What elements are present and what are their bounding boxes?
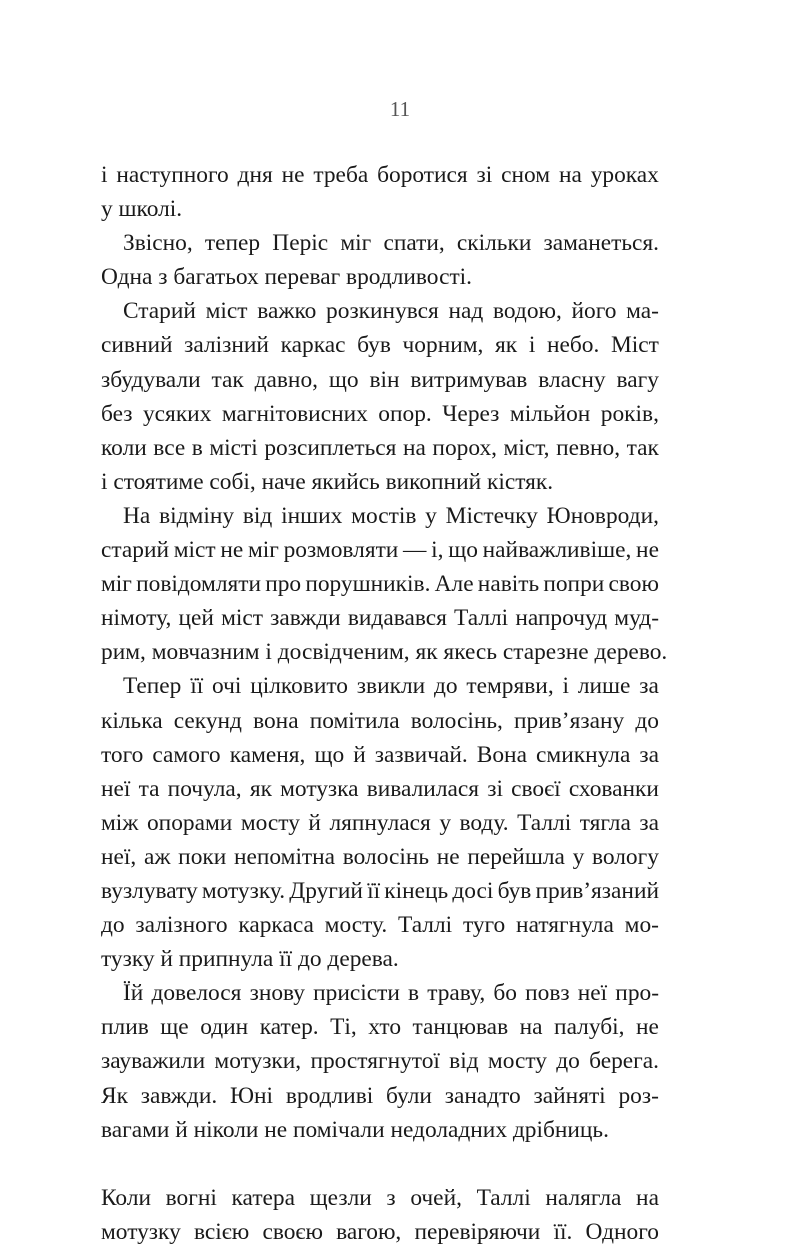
text-line: Звісно, тепер Періс міг спати, скільки заманеться.: [123, 230, 659, 257]
text-line: вузлувату мотузку. Другий її кінець досі був прив’язаний: [101, 877, 659, 904]
text-line: неї, аж поки непомітна волосінь не перейшла у вологу: [101, 843, 659, 870]
text-line: без усяких магнітовисних опор. Через мільйон років,: [101, 400, 659, 427]
text-line: Тепер її очі цілковито звикли до темряви, і лише за: [123, 673, 659, 700]
text-line: вагами й ніколи не помічали недоладних дрібниць.: [101, 1116, 609, 1143]
text-line: тузку й припнула її до дерева.: [101, 946, 399, 973]
text-line: неї та почула, як мотузка вивалилася зі своєї схованки: [101, 775, 659, 802]
paragraph: [101, 1181, 659, 1249]
text-line: міг повідомляти про порушників. Але навіть попри свою: [101, 571, 659, 598]
paragraph: [101, 669, 659, 976]
text-line: сивний залізний каркас був чорним, як і небо. Міст: [101, 332, 659, 359]
text-line: Їй довелося знову присісти в траву, бо повз неї про-: [123, 980, 659, 1007]
text-line: зауважили мотузки, простягнутої від мосту до берега.: [101, 1048, 659, 1075]
text-line: рим, мовчазним і досвідченим, як якесь старезне дерево.: [101, 639, 668, 666]
text-line: Коли вогні катера щезли з очей, Таллі налягла на: [101, 1184, 659, 1211]
paragraph: [101, 499, 668, 669]
text-line: На відміну від інших мостів у Містечку Юновроди,: [123, 502, 659, 529]
text-line: плив ще один катер. Ті, хто танцював на палубі, не: [101, 1014, 659, 1041]
paragraph: [101, 158, 659, 226]
text-line: між опорами мосту й ляпнулася у воду. Таллі тягла за: [101, 809, 659, 836]
text-line: кілька секунд вона помітила волосінь, прив’язану до: [101, 707, 659, 734]
text-line: Як завжди. Юні вродливі були занадто зайняті роз-: [101, 1082, 659, 1109]
page-number: 11: [389, 97, 411, 121]
paragraph: [101, 976, 659, 1146]
text-line: і стоятиме собі, наче якийсь викопний кістяк.: [101, 468, 554, 495]
paragraph: [101, 226, 659, 294]
body-text: [101, 158, 668, 1249]
text-line: коли все в місті розсиплеться на порох, міст, певно, так: [101, 434, 659, 461]
text-line: старий міст не міг розмовляти — і, що найважливіше, не: [101, 537, 659, 564]
paragraph: [101, 294, 659, 499]
text-line: до залізного каркаса мосту. Таллі туго натягнула мо-: [101, 912, 659, 939]
section-break: [101, 1147, 659, 1181]
text-line: і наступного дня не треба боротися зі сном на уроках: [101, 162, 659, 188]
text-line: збудували так давно, що він витримував власну вагу: [101, 366, 659, 393]
text-line: того самого каменя, що й зазвичай. Вона смикнула за: [101, 741, 659, 768]
text-line: Старий міст важко розкинувся над водою, його ма-: [123, 298, 659, 325]
text-line: Одна з багатьох переваг вродливості.: [101, 264, 473, 291]
text-line: у школі.: [101, 196, 183, 223]
text-line: мотузку всією своєю вагою, перевіряючи її. Одного: [101, 1218, 659, 1245]
text-line: німоту, цей міст завжди видавався Таллі напрочуд муд-: [101, 605, 659, 632]
